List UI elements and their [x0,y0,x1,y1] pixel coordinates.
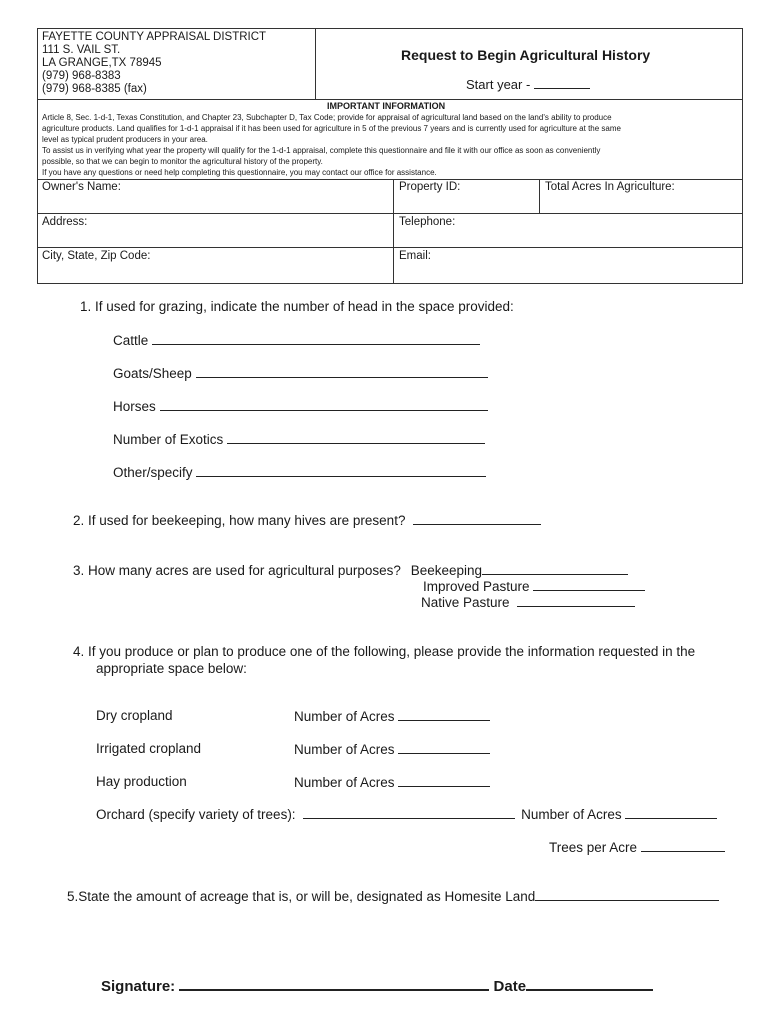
question-5-text: 5.State the amount of acreage that is, or will be, designated as Homesite Land [67,889,536,904]
important-line: To assist us in verifying what year the property will qualify for the 1-d-1 appraisal, complete this questionnaire and file it with our office as soon as conveniently [42,146,601,155]
owner-name-field[interactable]: Owner's Name: [42,181,121,193]
question-2-text: 2. If used for beekeeping, how many hives are present? [73,513,406,528]
col-divider-1 [393,179,394,284]
important-text [42,112,621,178]
trees-per-acre-input[interactable] [641,839,725,852]
hay-production-acres [294,774,490,790]
acres-label: Number of Acres [294,775,395,790]
important-line: If you have any questions or need help completing this questionnaire, you may contact our office for assistance. [42,168,437,177]
date-label: Date [493,978,527,995]
dry-cropland-acres [294,708,490,724]
cattle-row [113,332,480,348]
header-rule [37,99,743,100]
signature-label: Signature: [101,978,176,995]
trees-per-acre-label: Trees per Acre [549,840,638,855]
irrigated-cropland-acres [294,741,490,757]
question-3 [73,562,628,578]
col-divider-2 [539,179,540,213]
address-line: 111 S. VAIL ST. [42,44,121,56]
exotics-input[interactable] [227,431,485,444]
horses-row [113,398,488,414]
goats-sheep-label: Goats/Sheep [113,366,192,381]
question-4-line-2: appropriate space below: [96,661,247,676]
homesite-input[interactable] [535,888,719,901]
horses-input[interactable] [160,398,488,411]
total-acres-field[interactable]: Total Acres In Agriculture: [545,181,675,193]
beekeeping-label: Beekeeping [410,563,482,578]
header-divider [315,28,316,100]
other-input[interactable] [196,464,486,477]
question-2 [73,512,541,528]
start-year-input[interactable] [534,76,590,89]
acres-label: Number of Acres [294,742,395,757]
question-3-text: 3. How many acres are used for agricultural purposes? [73,563,401,578]
orchard-row [96,806,717,822]
question-4-line-1: 4. If you produce or plan to produce one of the following, please provide the information requested in the [73,644,696,659]
orchard-acres-input[interactable] [625,806,717,819]
start-year-field [466,76,590,92]
important-line: level as typical prudent producers in your area. [42,135,208,144]
address-field[interactable]: Address: [42,216,88,228]
telephone-field[interactable]: Telephone: [399,216,456,228]
address-line: FAYETTE COUNTY APPRAISAL DISTRICT [42,31,267,43]
acres-label: Number of Acres [521,807,622,822]
irrigated-cropland-acres-input[interactable] [398,741,490,754]
native-pasture-input[interactable] [517,594,635,607]
dry-cropland-label: Dry cropland [96,708,173,723]
start-year-label: Start year - [466,77,531,92]
signature-row [101,977,653,995]
improved-pasture-input[interactable] [533,578,645,591]
beekeeping-acres-input[interactable] [482,562,628,575]
orchard-label: Orchard (specify variety of trees): [96,807,296,822]
hay-production-label: Hay production [96,774,187,789]
form-title: Request to Begin Agricultural History [401,47,651,63]
horses-label: Horses [113,399,156,414]
improved-pasture-row [423,578,645,594]
question-5 [67,888,719,904]
exotics-label: Number of Exotics [113,432,224,447]
address-line: (979) 968-8385 (fax) [42,83,147,95]
row-rule-2 [37,247,743,248]
address-line: LA GRANGE,TX 78945 [42,57,162,69]
date-input[interactable] [526,977,653,991]
property-id-field[interactable]: Property ID: [399,181,461,193]
other-row [113,464,486,480]
improved-pasture-label: Improved Pasture [423,579,530,594]
important-line: possible, so that we can begin to monitor the agricultural history of the property. [42,157,323,166]
hay-production-acres-input[interactable] [398,774,490,787]
goats-sheep-input[interactable] [196,365,488,378]
dry-cropland-acres-input[interactable] [398,708,490,721]
question-1: 1. If used for grazing, indicate the number of head in the space provided: [80,299,514,314]
native-pasture-label: Native Pasture [421,595,510,610]
district-address [42,31,266,96]
goats-sheep-row [113,365,488,381]
hives-input[interactable] [413,512,541,525]
important-title: IMPORTANT INFORMATION [327,101,446,111]
city-state-zip-field[interactable]: City, State, Zip Code: [42,250,151,262]
address-line: (979) 968-8383 [42,70,121,82]
important-line: Article 8, Sec. 1-d-1, Texas Constitution, and Chapter 23, Subchapter D, Tax Code; provide for appraisal of agricultural land based on the land's ability to produce [42,113,612,122]
email-field[interactable]: Email: [399,250,431,262]
orchard-variety-input[interactable] [303,806,515,819]
important-line: agriculture products. Land qualifies for 1-d-1 appraisal if it has been used for agriculture in 5 of the previous 7 years and is currently used for agriculture at the same [42,124,621,133]
acres-label: Number of Acres [294,709,395,724]
exotics-row [113,431,485,447]
info-rule [37,179,743,180]
row-rule-1 [37,213,743,214]
cattle-label: Cattle [113,333,149,348]
cattle-input[interactable] [152,332,480,345]
signature-input[interactable] [179,977,489,991]
other-label: Other/specify [113,465,193,480]
native-pasture-row [421,594,635,610]
trees-per-acre-row [549,839,725,855]
irrigated-cropland-label: Irrigated cropland [96,741,202,756]
